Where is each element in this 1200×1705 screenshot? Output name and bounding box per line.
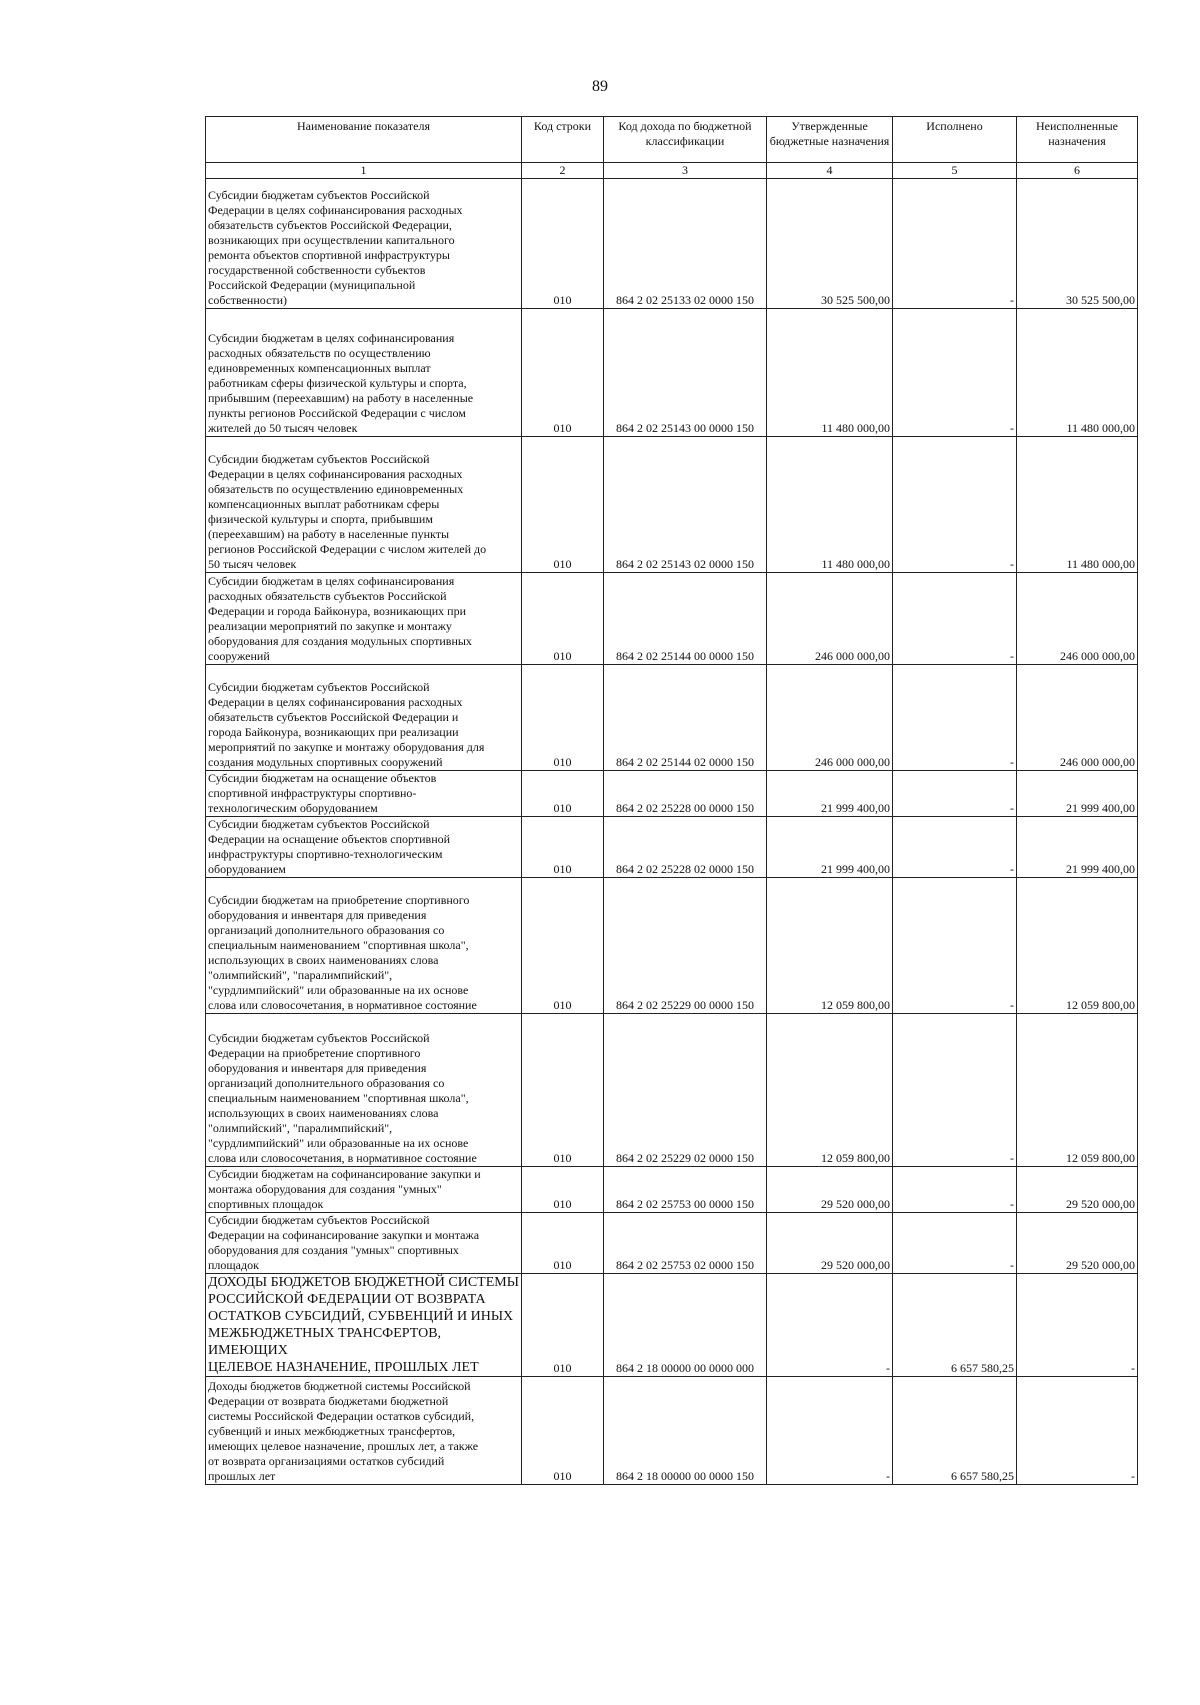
indicator-name-cell: Субсидии бюджетам субъектов Российской Федерации в целях софинансирования расходных обязательств субъектов Российской Федерации и города Байконура, возникающих при реализации мероприятий по закупке и монтажу оборудования для создания модульных спортивных сооружений: [206, 665, 522, 771]
remaining-amount-cell: -: [1017, 1377, 1138, 1485]
line-code-cell: 010: [522, 309, 604, 437]
line-code-cell: 010: [522, 771, 604, 817]
header-row: [206, 117, 1138, 163]
table-row: [206, 1377, 1138, 1485]
approved-amount-cell: 21 999 400,00: [767, 817, 893, 878]
table-row: [206, 771, 1138, 817]
column-number: 4: [767, 163, 893, 179]
indicator-name-cell: Субсидии бюджетам в целях софинансирования расходных обязательств по осуществлению единовременных компенсационных выплат работникам сферы физической культуры и спорта, прибывшим (переехавшим) на работу в населенные пункты регионов Российской Федерации с числом жителей до 50 тысяч человек: [206, 309, 522, 437]
approved-amount-cell: 29 520 000,00: [767, 1167, 893, 1213]
income-code-cell: 864 2 02 25228 02 0000 150: [604, 817, 767, 878]
approved-amount-cell: 29 520 000,00: [767, 1213, 893, 1274]
indicator-name-cell: Субсидии бюджетам на софинансирование закупки и монтажа оборудования для создания "умных" спортивных площадок: [206, 1167, 522, 1213]
executed-amount-cell: 6 657 580,25: [893, 1377, 1017, 1485]
column-number: 6: [1017, 163, 1138, 179]
income-code-cell: 864 2 18 00000 00 0000 150: [604, 1377, 767, 1485]
income-code-cell: 864 2 02 25229 00 0000 150: [604, 878, 767, 1014]
indicator-name-cell: ДОХОДЫ БЮДЖЕТОВ БЮДЖЕТНОЙ СИСТЕМЫ РОССИЙСКОЙ ФЕДЕРАЦИИ ОТ ВОЗВРАТА ОСТАТКОВ СУБСИДИЙ, СУБВЕНЦИЙ И ИНЫХ МЕЖБЮДЖЕТНЫХ ТРАНСФЕРТОВ, ИМЕЮЩИХ ЦЕЛЕВОЕ НАЗНАЧЕНИЕ, ПРОШЛЫХ ЛЕТ: [206, 1274, 522, 1377]
approved-amount-cell: 11 480 000,00: [767, 309, 893, 437]
line-code-cell: 010: [522, 1377, 604, 1485]
income-code-cell: 864 2 02 25133 02 0000 150: [604, 179, 767, 309]
remaining-amount-cell: 11 480 000,00: [1017, 437, 1138, 573]
executed-amount-cell: -: [893, 309, 1017, 437]
approved-amount-cell: 246 000 000,00: [767, 573, 893, 665]
income-code-cell: 864 2 18 00000 00 0000 000: [604, 1274, 767, 1377]
remaining-amount-cell: 29 520 000,00: [1017, 1167, 1138, 1213]
executed-amount-cell: -: [893, 1167, 1017, 1213]
line-code-cell: 010: [522, 179, 604, 309]
header-executed: Исполнено: [893, 117, 1017, 163]
table-row: [206, 1014, 1138, 1167]
column-number: 5: [893, 163, 1017, 179]
column-number-row: [206, 163, 1138, 179]
table-row: [206, 817, 1138, 878]
column-number: 1: [206, 163, 522, 179]
table-row: [206, 1274, 1138, 1377]
header-remaining: Неисполненные назначения: [1017, 117, 1138, 163]
remaining-amount-cell: 29 520 000,00: [1017, 1213, 1138, 1274]
table-row: [206, 309, 1138, 437]
approved-amount-cell: 246 000 000,00: [767, 665, 893, 771]
table-row: [206, 179, 1138, 309]
table-row: [206, 1213, 1138, 1274]
line-code-cell: 010: [522, 878, 604, 1014]
approved-amount-cell: 30 525 500,00: [767, 179, 893, 309]
remaining-amount-cell: 246 000 000,00: [1017, 665, 1138, 771]
approved-amount-cell: 12 059 800,00: [767, 1014, 893, 1167]
executed-amount-cell: -: [893, 437, 1017, 573]
page-number: 89: [592, 78, 608, 95]
line-code-cell: 010: [522, 817, 604, 878]
approved-amount-cell: 21 999 400,00: [767, 771, 893, 817]
income-code-cell: 864 2 02 25143 02 0000 150: [604, 437, 767, 573]
income-code-cell: 864 2 02 25143 00 0000 150: [604, 309, 767, 437]
table-row: [206, 665, 1138, 771]
header-indicator-name: Наименование показателя: [206, 117, 522, 163]
executed-amount-cell: -: [893, 771, 1017, 817]
remaining-amount-cell: 12 059 800,00: [1017, 878, 1138, 1014]
executed-amount-cell: -: [893, 573, 1017, 665]
remaining-amount-cell: 246 000 000,00: [1017, 573, 1138, 665]
line-code-cell: 010: [522, 437, 604, 573]
indicator-name-cell: Субсидии бюджетам на оснащение объектов спортивной инфраструктуры спортивно- технологическим оборудованием: [206, 771, 522, 817]
column-number: 2: [522, 163, 604, 179]
line-code-cell: 010: [522, 1014, 604, 1167]
approved-amount-cell: -: [767, 1274, 893, 1377]
indicator-name-cell: Субсидии бюджетам субъектов Российской Федерации на оснащение объектов спортивной инфраструктуры спортивно-технологическим оборудованием: [206, 817, 522, 878]
column-number: 3: [604, 163, 767, 179]
indicator-name-cell: Доходы бюджетов бюджетной системы Российской Федерации от возврата бюджетами бюджетной системы Российской Федерации остатков субсидий, субвенций и иных межбюджетных трансфертов, имеющих целевое назначение, прошлых лет, а также от возврата организациями остатков субсидий прошлых лет: [206, 1377, 522, 1485]
line-code-cell: 010: [522, 1274, 604, 1377]
income-code-cell: 864 2 02 25228 00 0000 150: [604, 771, 767, 817]
remaining-amount-cell: 21 999 400,00: [1017, 817, 1138, 878]
indicator-name-cell: Субсидии бюджетам на приобретение спортивного оборудования и инвентаря для приведения организаций дополнительного образования со специальным наименованием "спортивная школа", использующих в своих наименованиях слова "олимпийский", "паралимпийский", "сурдлимпийский" или образованные на их основе слова или словосочетания, в нормативное состояние: [206, 878, 522, 1014]
executed-amount-cell: -: [893, 878, 1017, 1014]
executed-amount-cell: -: [893, 179, 1017, 309]
approved-amount-cell: -: [767, 1377, 893, 1485]
income-code-cell: 864 2 02 25229 02 0000 150: [604, 1014, 767, 1167]
executed-amount-cell: -: [893, 1213, 1017, 1274]
income-code-cell: 864 2 02 25753 00 0000 150: [604, 1167, 767, 1213]
table-row: [206, 573, 1138, 665]
table-body: [206, 179, 1138, 1485]
table-row: [206, 437, 1138, 573]
line-code-cell: 010: [522, 665, 604, 771]
executed-amount-cell: 6 657 580,25: [893, 1274, 1017, 1377]
executed-amount-cell: -: [893, 817, 1017, 878]
header-income-code: Код дохода по бюджетной классификации: [604, 117, 767, 163]
remaining-amount-cell: 11 480 000,00: [1017, 309, 1138, 437]
line-code-cell: 010: [522, 573, 604, 665]
indicator-name-cell: Субсидии бюджетам субъектов Российской Федерации в целях софинансирования расходных обязательств по осуществлению единовременных компенсационных выплат работникам сферы физической культуры и спорта, прибывшим (переехавшим) на работу в населенные пункты регионов Российской Федерации с числом жителей до 50 тысяч человек: [206, 437, 522, 573]
remaining-amount-cell: 21 999 400,00: [1017, 771, 1138, 817]
remaining-amount-cell: 12 059 800,00: [1017, 1014, 1138, 1167]
line-code-cell: 010: [522, 1167, 604, 1213]
remaining-amount-cell: 30 525 500,00: [1017, 179, 1138, 309]
table-row: [206, 1167, 1138, 1213]
indicator-name-cell: Субсидии бюджетам в целях софинансирования расходных обязательств субъектов Российской Федерации и города Байконура, возникающих при реализации мероприятий по закупке и монтажу оборудования для создания модульных спортивных сооружений: [206, 573, 522, 665]
indicator-name-cell: Субсидии бюджетам субъектов Российской Федерации на приобретение спортивного оборудования и инвентаря для приведения организаций дополнительного образования со специальным наименованием "спортивная школа", использующих в своих наименованиях слова "олимпийский", "паралимпийский", "сурдлимпийский" или образованные на их основе слова или словосочетания, в нормативное состояние: [206, 1014, 522, 1167]
remaining-amount-cell: -: [1017, 1274, 1138, 1377]
header-approved: Утвержденные бюджетные назначения: [767, 117, 893, 163]
indicator-name-cell: Субсидии бюджетам субъектов Российской Федерации в целях софинансирования расходных обязательств субъектов Российской Федерации, возникающих при осуществлении капитального ремонта объектов спортивной инфраструктуры государственной собственности субъектов Российской Федерации (муниципальной собственности): [206, 179, 522, 309]
income-code-cell: 864 2 02 25753 02 0000 150: [604, 1213, 767, 1274]
income-code-cell: 864 2 02 25144 02 0000 150: [604, 665, 767, 771]
budget-report-table: [205, 116, 1138, 1485]
line-code-cell: 010: [522, 1213, 604, 1274]
header-line-code: Код строки: [522, 117, 604, 163]
approved-amount-cell: 12 059 800,00: [767, 878, 893, 1014]
indicator-name-cell: Субсидии бюджетам субъектов Российской Федерации на софинансирование закупки и монтажа оборудования для создания "умных" спортивных площадок: [206, 1213, 522, 1274]
approved-amount-cell: 11 480 000,00: [767, 437, 893, 573]
table-row: [206, 878, 1138, 1014]
executed-amount-cell: -: [893, 1014, 1017, 1167]
executed-amount-cell: -: [893, 665, 1017, 771]
income-code-cell: 864 2 02 25144 00 0000 150: [604, 573, 767, 665]
